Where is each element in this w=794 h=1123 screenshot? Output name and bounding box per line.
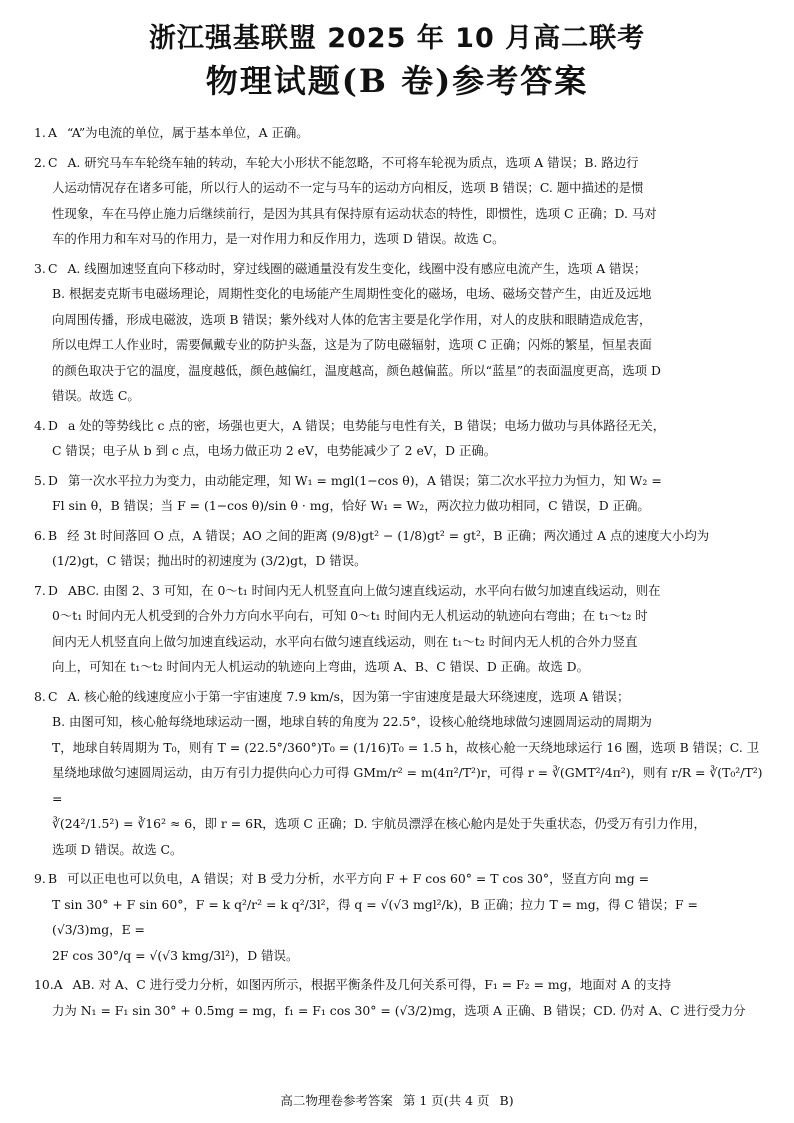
answer-line <box>34 684 766 710</box>
answer-line <box>34 811 766 837</box>
answer-choice: A <box>48 125 57 140</box>
answer-line <box>34 150 766 176</box>
question-number: 2. <box>34 154 46 170</box>
answer-choice: D <box>48 472 58 488</box>
explanation-text: 车的作用力和车对马的作用力，是一对作用力和反作用力，选项 D 错误。故选 C。 <box>52 231 505 246</box>
answer-list <box>34 120 766 1023</box>
explanation-text: T sin 30° + F sin 60°，F = k q²/r² = k q²/3l²，得 q = √(√3 mgl²/k)，B 正确；拉力 T = mg，得 C 错误；F = (√3/3)mg，E = <box>52 896 698 937</box>
explanation-text: 间内无人机竖直向上做匀加速直线运动，水平向右做匀速直线运动，则在 t₁～t₂ 时间内无人机的合外力竖直 <box>52 633 638 649</box>
answer-line <box>34 837 766 863</box>
answer-line <box>34 972 766 998</box>
explanation-text: 错误。故选 C。 <box>52 388 140 403</box>
answer-choice: B <box>48 871 58 886</box>
answer-line <box>34 226 766 252</box>
explanation-text: 力为 N₁ = F₁ sin 30° + 0.5mg = mg，f₁ = F₁ cos 30° = (√3/2)mg，选项 A 正确、B 错误；CD. 仍对 A、C 进行受力分 <box>52 1002 746 1018</box>
explanation-text: “A”为电流的单位，属于基本单位，A 正确。 <box>66 125 309 140</box>
footer-version: B) <box>499 1093 514 1108</box>
explanation-text: 向上，可知在 t₁～t₂ 时间内无人机运动的轨迹向上弯曲，选项 A、B、C 错误、D 正确。故选 D。 <box>52 659 589 674</box>
explanation-text: AB. 对 A、C 进行受力分析，如图丙所示，根据平衡条件及几何关系可得，F₁ = F₂ = mg，地面对 A 的支持 <box>72 977 672 992</box>
explanation-text: 的颜色取决于它的温度，温度越低，颜色越偏红，温度越高，颜色越偏蓝。所以“蓝星”的表面温度更高，选项 D <box>52 362 661 378</box>
question-number: 3. <box>34 260 46 276</box>
answer-line <box>34 256 766 282</box>
explanation-text: A. 核心舱的线速度应小于第一宇宙速度 7.9 km/s，因为第一宇宙速度是最大环绕速度，选项 A 错误； <box>67 688 630 704</box>
answer-line <box>34 523 766 549</box>
answer-line <box>34 654 766 680</box>
answer-line <box>34 943 766 969</box>
explanation-text: C 错误；电子从 b 到 c 点，电场力做正功 2 eV，电势能减少了 2 eV，D 正确。 <box>52 443 497 458</box>
explanation-text: 所以电焊工人作业时，需要佩戴专业的防护头盔，这是为了防电磁辐射，选项 C 正确；闪烁的繁星，恒星表面 <box>52 337 652 352</box>
answer-item <box>34 468 766 519</box>
answer-line <box>34 413 766 439</box>
explanation-text: B. 根据麦克斯韦电磁场理论，周期性变化的电场能产生周期性变化的磁场，电场、磁场交替产生，由近及远地 <box>52 286 652 301</box>
explanation-text: 人运动情况存在诸多可能，所以行人的运动不一定与马车的运动方向相反，选项 B 错误；C. 题中描述的是惯 <box>52 180 644 195</box>
answer-line <box>34 629 766 655</box>
answer-line <box>34 307 766 333</box>
answer-line <box>34 438 766 464</box>
page-footer <box>0 1091 794 1109</box>
question-number: 9. <box>34 871 46 886</box>
explanation-text: (1/2)gt，C 错误；抛出时的初速度为 (3/2)gt，D 错误。 <box>52 553 367 568</box>
answer-choice: D <box>48 417 58 433</box>
answer-item <box>34 523 766 574</box>
answer-line <box>34 358 766 384</box>
answer-choice: C <box>48 154 58 170</box>
explanation-text: a 处的等势线比 c 点的密，场强也更大，A 错误；电势能与电性有关，B 错误；电场力做功与具体路径无关， <box>67 417 666 433</box>
explanation-text: B. 由图可知，核心舱每绕地球运动一圈，地球自转的角度为 22.5°，设核心舱绕地球做匀速圆周运动的周期为 <box>52 714 652 729</box>
answer-choice: A <box>53 977 63 992</box>
explanation-text: 选项 D 错误。故选 C。 <box>52 841 183 857</box>
answer-line <box>34 709 766 735</box>
answer-line <box>34 332 766 358</box>
explanation-text: 经 3t 时间落回 O 点，A 错误；AO 之间的距离 (9/8)gt² − (1/8)gt² = gt²，B 正确；两次通过 A 点的速度大小均为 <box>67 527 710 543</box>
explanation-text: Fl sin θ，B 错误；当 F = (1−cos θ)/sin θ · mg，恰好 W₁ = W₂，两次拉力做功相同，C 错误，D 正确。 <box>52 498 650 513</box>
explanation-text: A. 研究马车车轮绕车轴的转动，车轮大小形状不能忽略，不可将车轮视为质点，选项 A 错误；B. 路边行 <box>67 154 639 170</box>
answer-choice: C <box>48 688 58 704</box>
explanation-text: T，地球自转周期为 T₀，则有 T = (22.5°/360°)T₀ = (1/16)T₀ = 1.5 h，故核心舱一天绕地球运行 16 圈，选项 B 错误；C. 卫 <box>52 739 760 755</box>
explanation-text: ∛(24²/1.5²) = ∛16² ≈ 6，即 r = 6R，选项 C 正确；D. 宇航员漂浮在核心舱内是处于失重状态，仍受万有引力作用， <box>52 816 706 831</box>
answer-line <box>34 603 766 629</box>
answer-line <box>34 866 766 892</box>
answer-line <box>34 760 766 811</box>
footer-page: 第 1 页(共 4 页 <box>402 1093 490 1108</box>
explanation-text: 性现象，车在马停止施力后继续前行，是因为其具有保持原有运动状态的特性，即惯性，选项 C 正确；D. 马对 <box>52 205 657 221</box>
answer-item <box>34 972 766 1023</box>
answer-item <box>34 684 766 863</box>
answer-item <box>34 578 766 680</box>
answer-line <box>34 998 766 1024</box>
question-number: 1. <box>34 125 46 140</box>
answer-item <box>34 150 766 252</box>
answer-choice: B <box>48 527 58 543</box>
question-number: 8. <box>34 688 46 704</box>
answer-key-title: 物理试题(B 卷)参考答案 <box>205 62 589 100</box>
question-number: 10. <box>34 977 54 992</box>
answer-line <box>34 281 766 307</box>
explanation-text: 0～t₁ 时间内无人机受到的合外力方向水平向右，可知 0～t₁ 时间内无人机运动的轨迹向右弯曲；在 t₁～t₂ 时 <box>52 608 648 623</box>
answer-line <box>34 468 766 494</box>
footer-course: 高二物理卷参考答案 <box>280 1093 393 1108</box>
answer-choice: C <box>48 260 58 276</box>
answer-line <box>34 578 766 604</box>
exam-title: 浙江强基联盟 2025 年 10 月高二联考 <box>148 23 646 54</box>
explanation-text: 向周围传播，形成电磁波，选项 B 错误；紫外线对人体的危害主要是化学作用，对人的皮肤和眼睛造成危害， <box>52 311 652 327</box>
answer-line <box>34 548 766 574</box>
answer-choice: D <box>48 582 58 598</box>
explanation-text: 星绕地球做匀速圆周运动，由万有引力提供向心力可得 GMm/r² = m(4π²/T²)r，可得 r = ∛(GMT²/4π²)，则有 r/R = ∛(T₀²/T²) = <box>52 765 763 806</box>
question-number: 6. <box>34 527 46 543</box>
explanation-text: A. 线圈加速竖直向下移动时，穿过线圈的磁通量没有发生变化，线圈中没有感应电流产生，选项 A 错误； <box>67 260 647 276</box>
question-number: 4. <box>34 417 46 433</box>
answer-line <box>34 120 766 146</box>
explanation-text: 2F cos 30°/q = √(√3 kmg/3l²)，D 错误。 <box>52 947 299 963</box>
answer-item <box>34 413 766 464</box>
answer-line <box>34 735 766 761</box>
explanation-text: 第一次水平拉力为变力，由动能定理，知 W₁ = mgl(1−cos θ)，A 错误；第二次水平拉力为恒力，知 W₂ = <box>67 472 662 488</box>
answer-line <box>34 892 766 943</box>
question-number: 5. <box>34 472 46 488</box>
explanation-text: ABC. 由图 2、3 可知，在 0～t₁ 时间内无人机竖直向上做匀速直线运动，水平向右做匀加速直线运动，则在 <box>67 582 661 598</box>
answer-line <box>34 201 766 227</box>
answer-item <box>34 256 766 409</box>
answer-line <box>34 175 766 201</box>
explanation-text: 可以正电也可以负电，A 错误；对 B 受力分析，水平方向 F + F cos 60° = T cos 30°，竖直方向 mg = <box>67 871 649 886</box>
answer-line <box>34 493 766 519</box>
answer-item <box>34 120 766 146</box>
answer-line <box>34 383 766 409</box>
answer-item <box>34 866 766 968</box>
question-number: 7. <box>34 582 46 598</box>
